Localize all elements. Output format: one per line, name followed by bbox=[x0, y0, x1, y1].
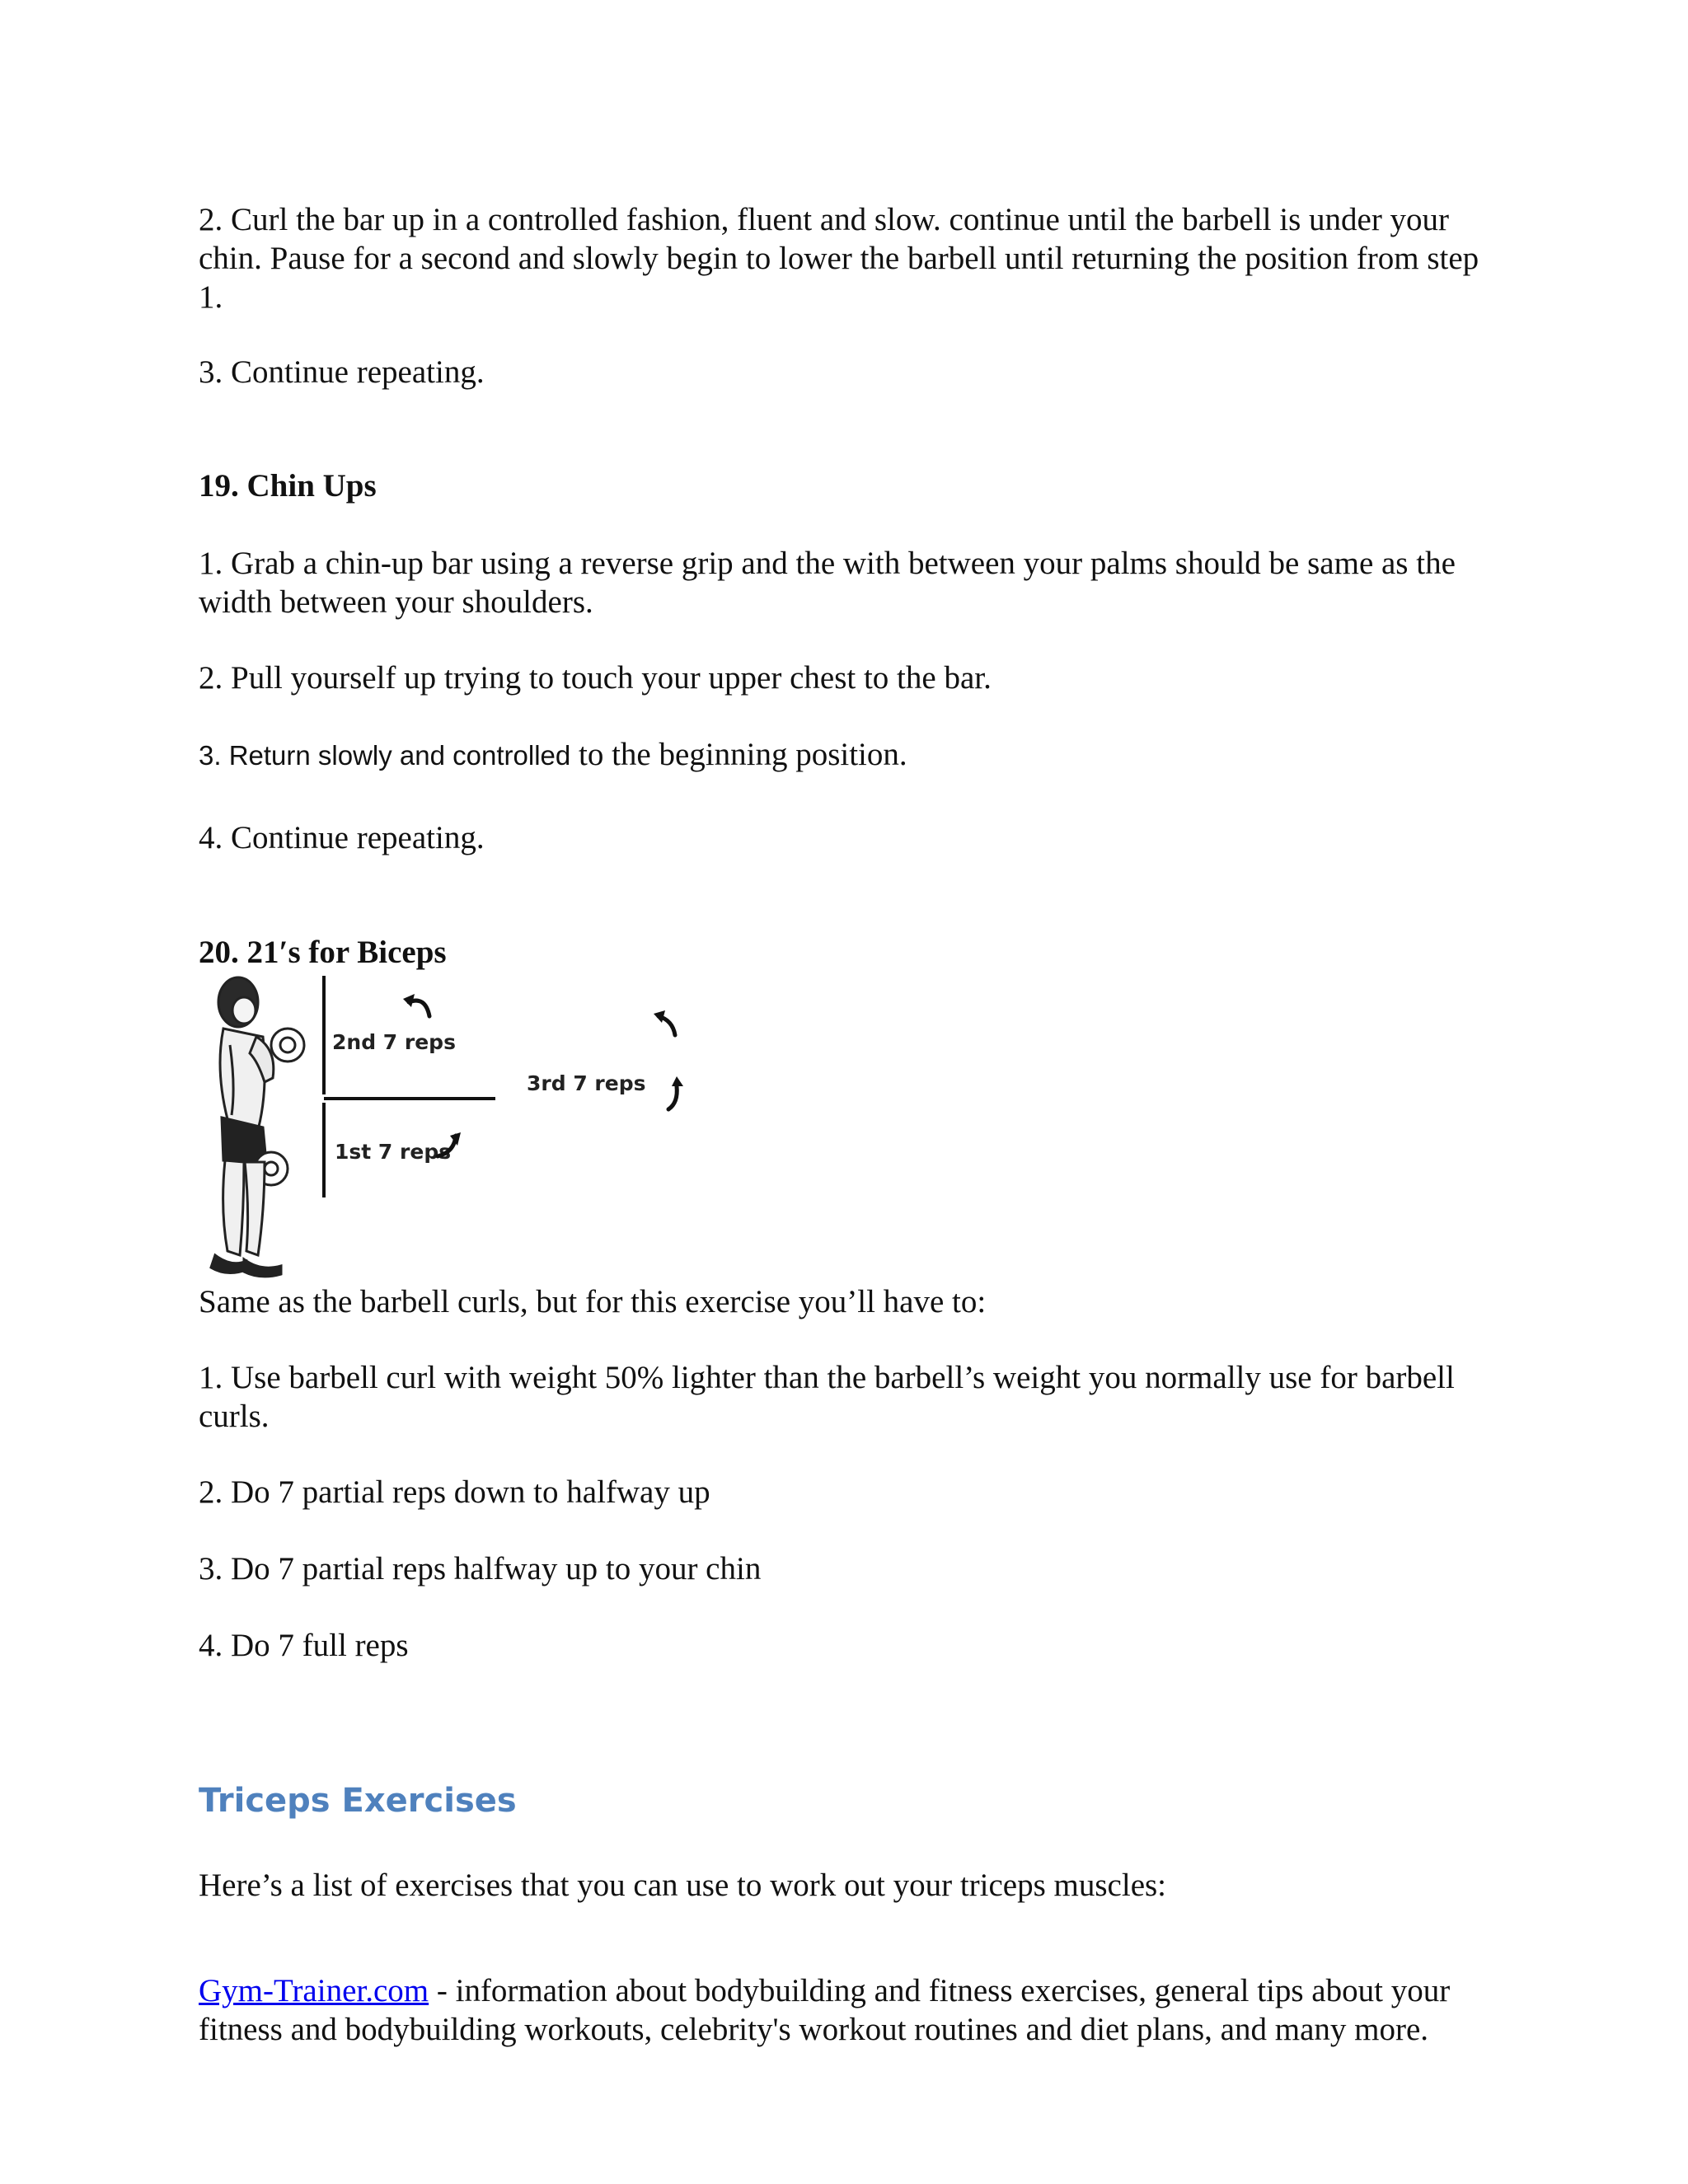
chin-ups-step-1: 1. Grab a chin-up bar using a reverse grip and the with between your palms should be same as the width between your shoulders. bbox=[199, 546, 1456, 620]
biceps-21s-step-2: 2. Do 7 partial reps down to halfway up bbox=[199, 1474, 710, 1510]
footer-description bbox=[199, 1971, 1501, 2049]
chin-ups-step-3-prefix: 3. Return slowly and controlled bbox=[199, 740, 571, 771]
biceps-21s-figure bbox=[199, 971, 710, 1280]
chin-ups-step-4: 4. Continue repeating. bbox=[199, 820, 485, 855]
biceps-21s-diagram bbox=[199, 971, 710, 1280]
arrowhead-2nd-icon bbox=[403, 994, 415, 1007]
chin-ups-step-2: 2. Pull yourself up trying to touch your upper chest to the bar. bbox=[199, 660, 992, 696]
bodybuilder-illustration bbox=[211, 977, 304, 1277]
footer-description-text: - information about bodybuilding and fitness exercises, general tips about your fitness and bodybuilding workouts, celebrity's workout routines and diet plans, and many more. bbox=[199, 1973, 1451, 2047]
arrowhead-3rd-bottom-icon bbox=[672, 1076, 683, 1086]
arrow-3rd-bottom-icon bbox=[668, 1086, 677, 1109]
biceps-21s-step-1: 1. Use barbell curl with weight 50% lighter than the barbell’s weight you normally use for barbell curls. bbox=[199, 1360, 1455, 1434]
biceps-21s-step-3: 3. Do 7 partial reps halfway up to your chin bbox=[199, 1551, 762, 1586]
gym-trainer-link[interactable]: Gym-Trainer.com bbox=[199, 1973, 429, 2008]
triceps-heading: Triceps Exercises bbox=[199, 1782, 517, 1820]
label-3rd-reps: 3rd 7 reps bbox=[527, 1071, 646, 1095]
curl-step-3: 3. Continue repeating. bbox=[199, 354, 485, 390]
curl-step-2: 2. Curl the bar up in a controlled fashion, fluent and slow. continue until the barbell is under your chin. Pause for a second and slowly begin to lower the barbell until returning the position from step 1. bbox=[199, 202, 1479, 315]
label-1st-reps: 1st 7 reps bbox=[335, 1140, 452, 1164]
chin-ups-title: 19. Chin Ups bbox=[199, 468, 377, 504]
arrowhead-3rd-top-icon bbox=[654, 1010, 665, 1023]
biceps-21s-title: 20. 21′s for Biceps bbox=[199, 935, 447, 970]
biceps-21s-step-4: 4. Do 7 full reps bbox=[199, 1628, 409, 1663]
document-page bbox=[199, 0, 1501, 2184]
chin-ups-step-3-suffix: to the beginning position. bbox=[570, 737, 907, 772]
biceps-21s-intro: Same as the barbell curls, but for this exercise you’ll have to: bbox=[199, 1284, 987, 1319]
label-2nd-reps: 2nd 7 reps bbox=[332, 1030, 456, 1054]
triceps-intro: Here’s a list of exercises that you can use to work out your triceps muscles: bbox=[199, 1868, 1167, 1903]
chin-ups-step-3 bbox=[199, 735, 1501, 775]
